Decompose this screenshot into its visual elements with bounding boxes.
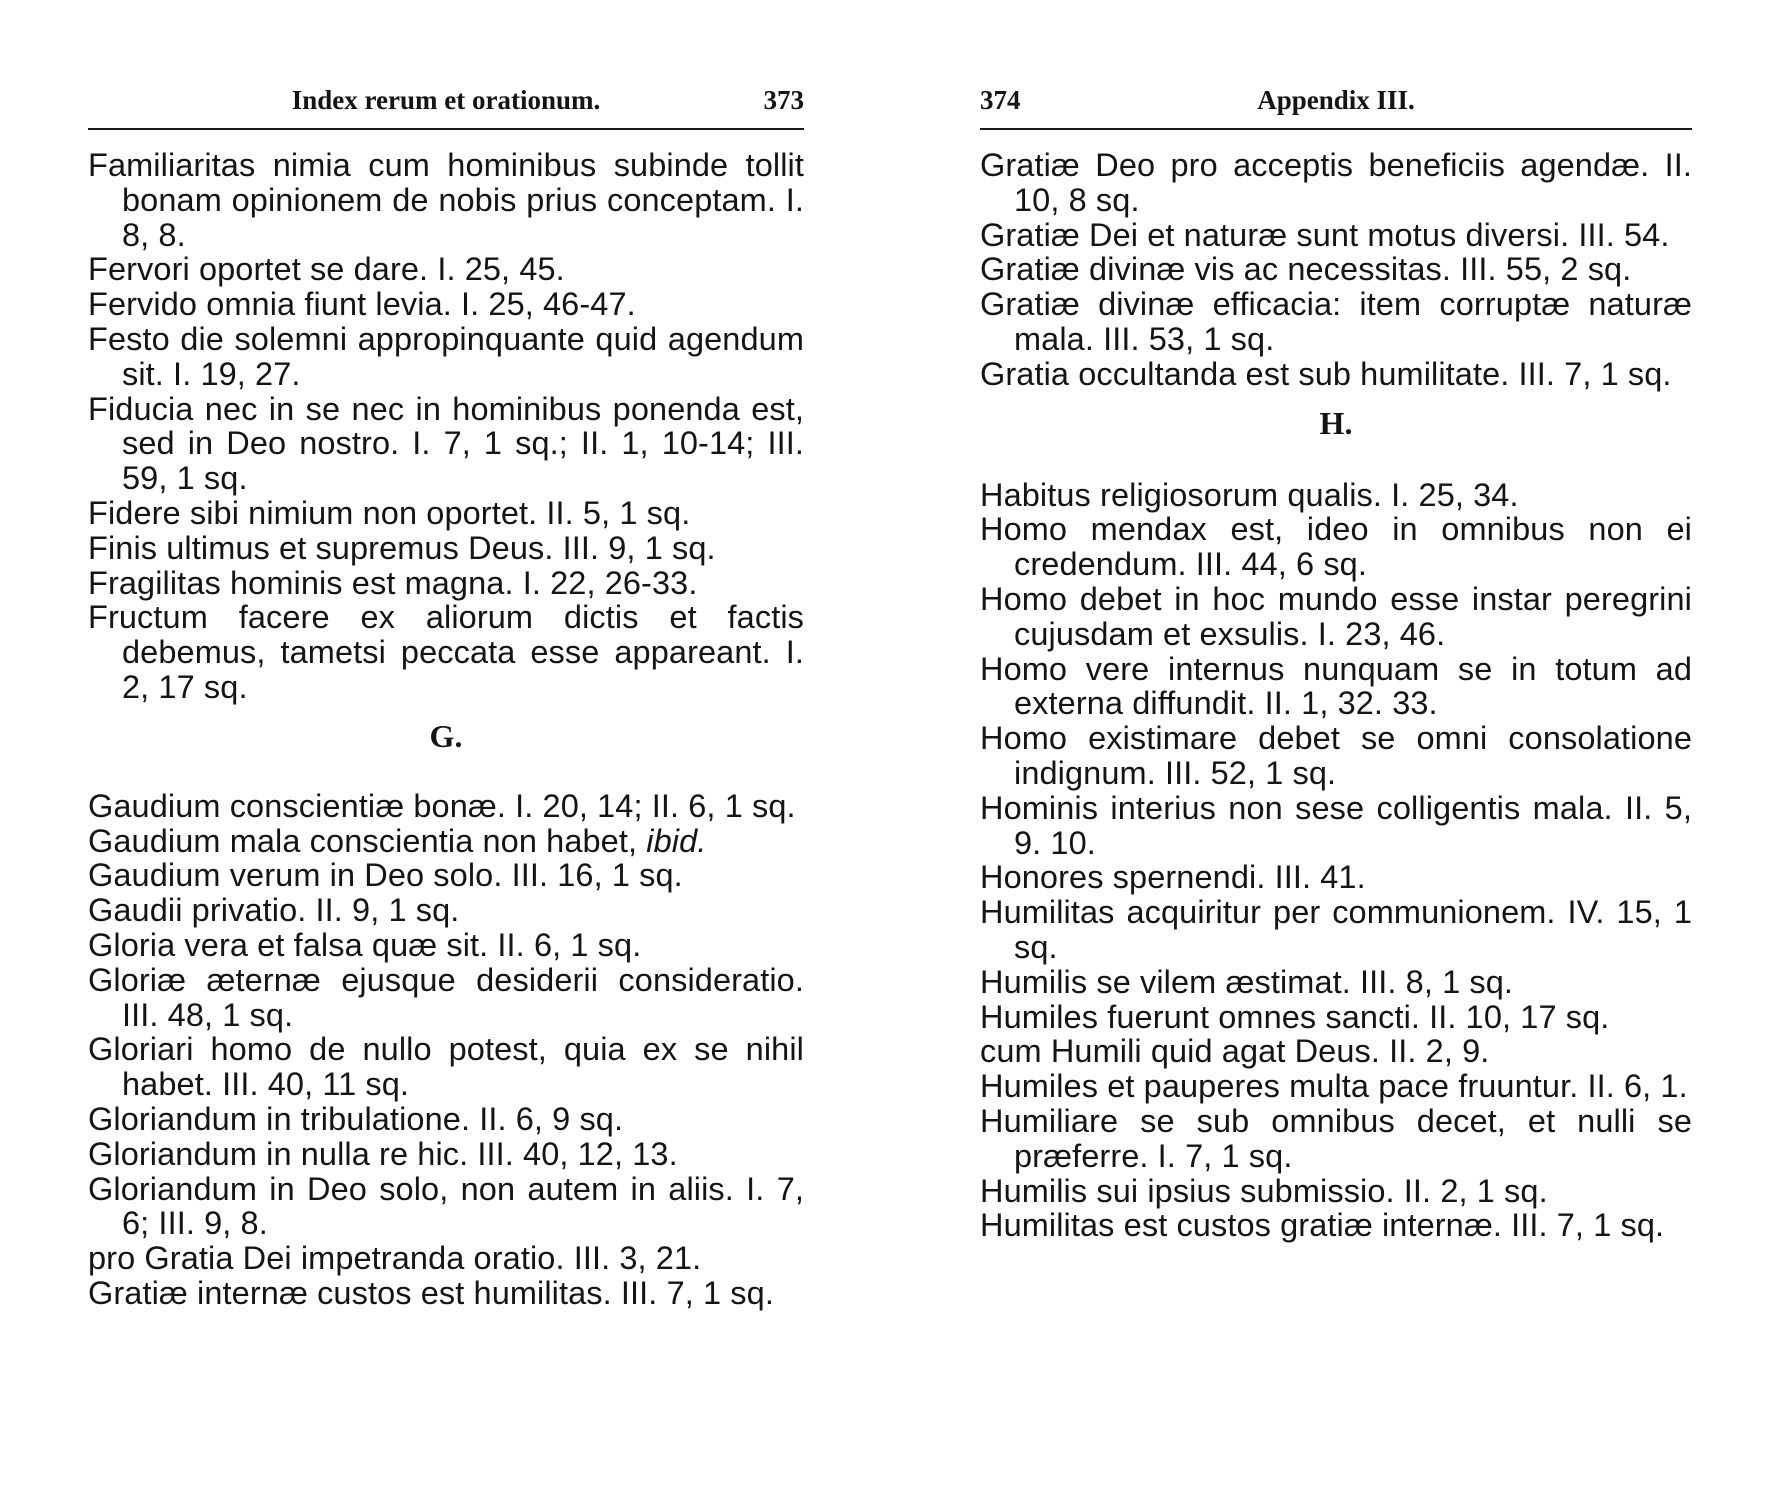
index-entry: Gloriandum in Deo solo, non autem in aliis. I. 7, 6; III. 9, 8. — [88, 1170, 804, 1242]
index-entry: Gloriæ æternæ ejusque desiderii consideratio. III. 48, 1 sq. — [88, 961, 804, 1033]
index-entry: Gloriandum in tribulatione. II. 6, 9 sq. — [88, 1100, 624, 1137]
index-entry: cum Humili quid agat Deus. II. 2, 9. — [980, 1033, 1490, 1070]
index-entries-before — [88, 148, 804, 705]
index-entry: Hominis interius non sese colligentis mala. II. 5, 9. 10. — [980, 789, 1692, 861]
section-letter-g: G. — [429, 717, 463, 754]
index-entry: Fragilitas hominis est magna. I. 22, 26-33. — [88, 564, 698, 601]
index-entry: Gloriandum in nulla re hic. III. 40, 12, 13. — [88, 1135, 678, 1172]
index-entry: Fidere sibi nimium non oportet. II. 5, 1 sq. — [88, 494, 691, 531]
running-head — [88, 78, 804, 122]
index-entry: Gaudium conscientiæ bonæ. I. 20, 14; II. 6, 1 sq. — [88, 787, 796, 824]
index-entry: Gratiæ divinæ efficacia: item corruptæ naturæ mala. III. 53, 1 sq. — [980, 286, 1692, 357]
running-head-title: Index rerum et orationum. — [291, 85, 601, 115]
entry-text: Gaudium mala conscientia non habet, — [88, 822, 647, 859]
running-head-title: Appendix III. — [1257, 85, 1415, 115]
index-entry: Humiles et pauperes multa pace fruuntur. II. 6, 1. — [980, 1068, 1688, 1105]
index-entry: Humilis sui ipsius submissio. II. 2, 1 sq. — [980, 1172, 1548, 1209]
index-entry: Fructum facere ex aliorum dictis et factis debemus, tametsi peccata esse appareant. I. 2, 17 sq. — [88, 599, 804, 705]
index-entry: Gaudium verum in Deo solo. III. 16, 1 sq. — [88, 857, 683, 894]
index-entry: Fervido omnia fiunt levia. I. 25, 46-47. — [88, 286, 636, 323]
index-entry: Gratia occultanda est sub humilitate. III. 7, 1 sq. — [980, 355, 1672, 392]
index-entries-after — [980, 478, 1692, 1244]
index-entries-after — [88, 789, 804, 1311]
index-entry: Honores spernendi. III. 41. — [980, 859, 1366, 896]
index-entry: Habitus religiosorum qualis. I. 25, 34. — [980, 476, 1519, 513]
index-entry: Humilitas est custos gratiæ internæ. III. 7, 1 sq. — [980, 1207, 1665, 1244]
running-head — [980, 78, 1692, 122]
index-entry: pro Gratia Dei impetranda oratio. III. 3, 21. — [88, 1240, 702, 1277]
index-entries-before — [980, 148, 1692, 392]
index-entry: Fiducia nec in se nec in hominibus ponenda est, sed in Deo nostro. I. 7, 1 sq.; II. 1, 10-14; III. 59, 1 sq. — [88, 390, 804, 497]
index-entry: Fervori oportet se dare. I. 25, 45. — [88, 251, 565, 288]
index-entry: Homo vere internus nunquam se in totum ad externa diffundit. II. 1, 32. 33. — [980, 650, 1692, 722]
index-entry: Homo debet in hoc mundo esse instar peregrini cujusdam et exsulis. I. 23, 46. — [980, 580, 1692, 652]
index-entry: Humilitas acquiritur per communionem. IV. 15, 1 sq. — [980, 894, 1692, 965]
section-letter-h: H. — [1319, 404, 1353, 441]
index-entry: Gratiæ internæ custos est humilitas. III. 7, 1 sq. — [88, 1274, 774, 1311]
index-entry: Finis ultimus et supremus Deus. III. 9, 1 sq. — [88, 529, 716, 566]
index-entry: Homo mendax est, ideo in omnibus non ei credendum. III. 44, 6 sq. — [980, 511, 1692, 583]
index-entry: Homo existimare debet se omni consolatione indignum. III. 52, 1 sq. — [980, 720, 1692, 791]
header-rule — [88, 128, 804, 130]
index-entry: Gaudii privatio. II. 9, 1 sq. — [88, 892, 460, 929]
index-entry: Gratiæ Dei et naturæ sunt motus diversi. III. 54. — [980, 216, 1670, 253]
page-number: 374 — [980, 85, 1021, 115]
left-page — [88, 78, 804, 1311]
index-entry: Humiles fuerunt omnes sancti. II. 10, 17 sq. — [980, 998, 1610, 1035]
index-entry: Festo die solemni appropinquante quid agendum sit. I. 19, 27. — [88, 320, 804, 392]
index-entry: Gloria vera et falsa quæ sit. II. 6, 1 sq. — [88, 926, 642, 963]
index-entry: Humilis se vilem æstimat. III. 8, 1 sq. — [980, 963, 1514, 1000]
index-entry: Gloriari homo de nullo potest, quia ex se nihil habet. III. 40, 11 sq. — [88, 1031, 804, 1103]
index-entry: Gratiæ divinæ vis ac necessitas. III. 55, 2 sq. — [980, 251, 1632, 288]
index-entry: Gratiæ Deo pro acceptis beneficiis agendæ. II. 10, 8 sq. — [980, 147, 1692, 218]
index-entry: Familiaritas nimia cum hominibus subinde tollit bonam opinionem de nobis prius conceptam. I. 8, 8. — [88, 147, 804, 253]
index-entry — [88, 824, 804, 859]
header-rule — [980, 128, 1692, 130]
index-entry: Humiliare se sub omnibus decet, et nulli se præferre. I. 7, 1 sq. — [980, 1102, 1692, 1174]
right-page — [980, 78, 1692, 1243]
page-number: 373 — [763, 85, 804, 115]
entry-italic-reference: ibid. — [646, 822, 707, 859]
